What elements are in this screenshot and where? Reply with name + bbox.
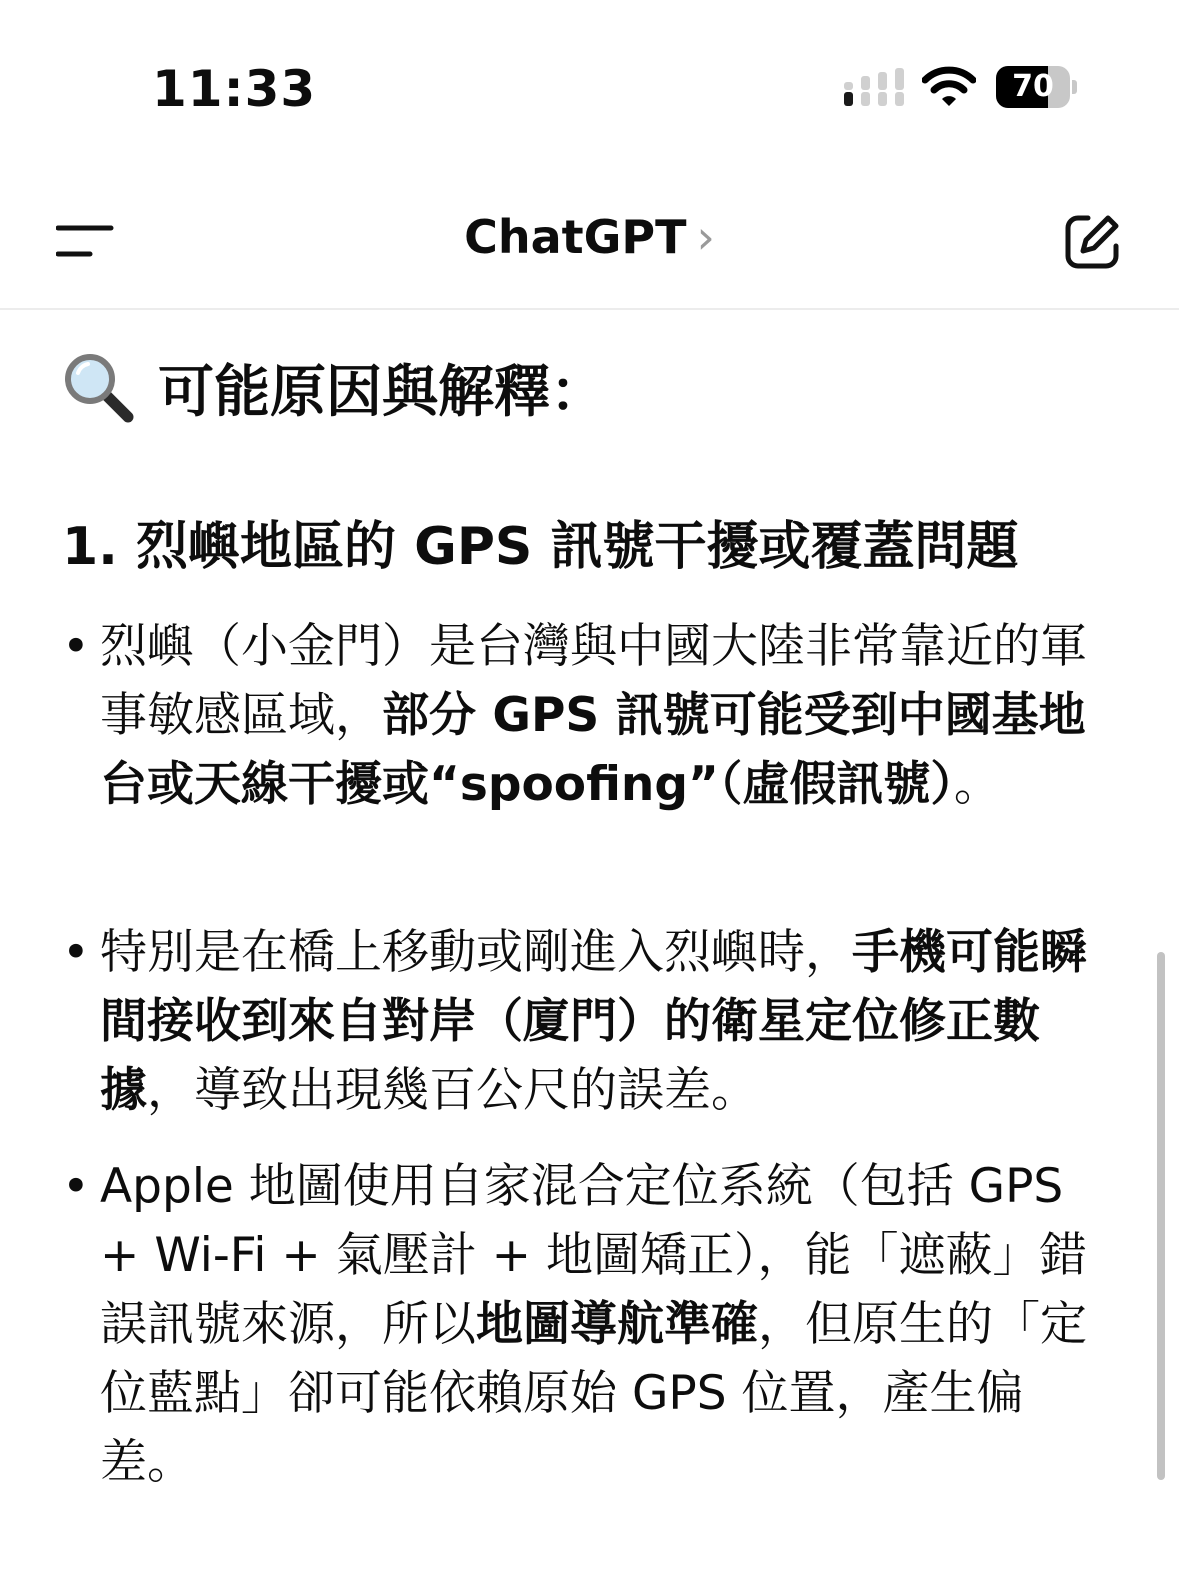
new-chat-icon[interactable]: [1062, 212, 1122, 272]
assistant-message: [0, 310, 1179, 1572]
status-time: 11:33: [152, 60, 317, 118]
subheading: 1. 烈嶼地區的 GPS 訊號干擾或覆蓋問題: [62, 517, 1019, 577]
bullet-point-icon: •: [62, 1159, 90, 1214]
wifi-icon: [922, 66, 976, 108]
bullet-point-icon: •: [62, 925, 90, 980]
bullet-text: [100, 918, 1112, 1125]
chevron-right-icon: ›: [696, 210, 715, 264]
battery-icon: [996, 66, 1078, 108]
list-item: [62, 612, 1112, 819]
bold-text-segment: 部分 GPS 訊號可能受到中國基地台或天線干擾或“spoofing”（虛假訊號）: [100, 688, 1086, 812]
text-segment: 。: [953, 757, 1001, 812]
section-title: 可能原因與解釋：: [158, 360, 606, 425]
bullet-text: [100, 612, 1112, 819]
scrollbar[interactable]: [1157, 952, 1165, 1480]
model-selector[interactable]: [0, 210, 1179, 264]
battery-level: 70: [1012, 69, 1054, 104]
text-segment: Apple 地圖使用自家混合定位系統（包括 GPS + Wi-Fi + 氣壓計 + 地圖矯正），能「遮蔽」錯誤訊號來源，所以: [100, 1159, 1087, 1352]
bold-text-segment: 手機可能瞬間接收到來自對岸（廈門）的衛星定位修正數據: [100, 925, 1087, 1118]
magnifying-glass-icon: [62, 351, 136, 425]
list-item: [62, 1152, 1112, 1497]
text-segment: ，但原生的「定位藍點」卻可能依賴原始 GPS 位置，產生偏差。: [100, 1297, 1087, 1490]
nav-bar: [0, 170, 1179, 310]
section-heading: [62, 348, 606, 428]
bullet-text: [100, 1152, 1112, 1497]
text-segment: 特別是在橋上移動或剛進入烈嶼時，: [100, 925, 852, 980]
list-item: [62, 918, 1112, 1125]
status-bar: [0, 0, 1179, 170]
text-segment: ，導致出現幾百公尺的誤差。: [147, 1063, 758, 1118]
page-title: ChatGPT: [464, 210, 687, 264]
bold-text-segment: 地圖導航準確: [476, 1297, 758, 1352]
bullet-point-icon: •: [62, 619, 90, 674]
cellular-signal-icon: [844, 68, 904, 108]
text-segment: 烈嶼（小金門）是台灣與中國大陸非常靠近的軍事敏感區域，: [100, 619, 1087, 743]
